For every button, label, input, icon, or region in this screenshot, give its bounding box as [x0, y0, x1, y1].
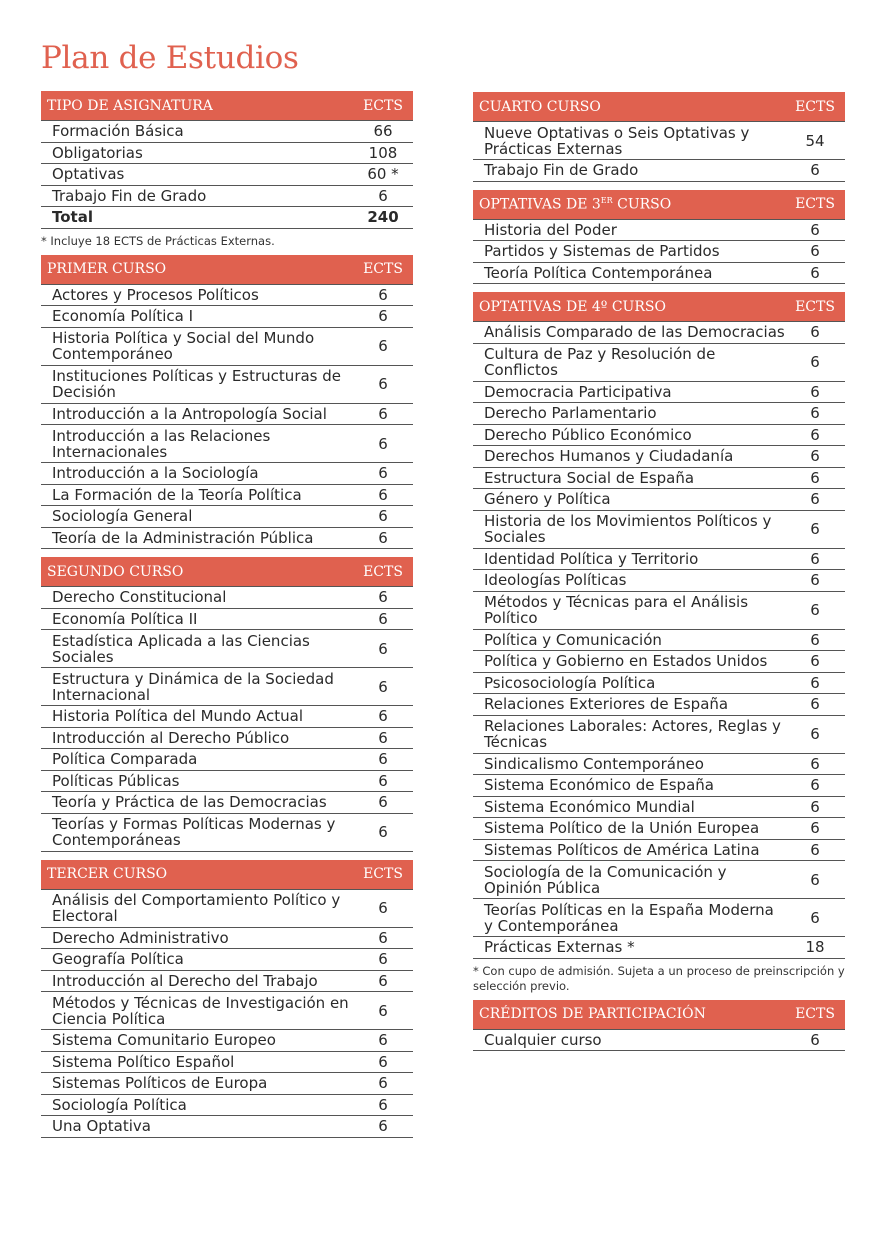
- row-name: Sistemas Políticos de América Latina: [484, 840, 760, 859]
- row-name: Optativas: [52, 165, 125, 184]
- header-label: CUARTO CURSO: [479, 98, 601, 115]
- row-name: Sociología de la Comunicación y Opinión Pública: [484, 862, 727, 897]
- row-ects: 18: [805, 938, 825, 957]
- row-ects: 6: [810, 263, 820, 282]
- table-header: [473, 292, 845, 322]
- spacer: [41, 852, 413, 860]
- row-ects: 6: [378, 434, 388, 453]
- row-ects: 240: [367, 208, 399, 227]
- spacer: [473, 284, 845, 292]
- row-ects: 6: [378, 1095, 388, 1114]
- row-name: Relaciones Laborales: Actores, Reglas y Técnicas: [484, 717, 781, 751]
- row-name: Instituciones Políticas y Estructuras de Decisión: [52, 367, 342, 401]
- table-segundo-curso: [41, 557, 413, 852]
- row-ects: 6: [810, 520, 820, 538]
- table-row: [473, 840, 845, 862]
- table-row: [41, 749, 413, 771]
- footnote: * Con cupo de admisión. Sujeta a un proceso de preinscripción y selección previo.: [473, 963, 845, 993]
- row-ects: 6: [810, 754, 820, 773]
- row-name: Teoría de la Administración Pública: [52, 528, 314, 547]
- row-ects: 6: [378, 485, 388, 504]
- row-name: Teoría Política Contemporánea: [484, 263, 713, 282]
- table-header: [41, 557, 413, 587]
- table-row: [41, 587, 413, 609]
- row-name: Sistema Político de la Unión Europea: [484, 819, 760, 838]
- row-name: Estructura Social de España: [484, 468, 695, 487]
- row-name: Teoría y Práctica de las Democracias: [52, 793, 327, 812]
- row-ects: 108: [368, 143, 398, 162]
- row-ects: 6: [810, 447, 820, 466]
- header-ects: ECTS: [363, 866, 403, 882]
- table-row: [473, 322, 845, 344]
- row-name: Ideologías Políticas: [484, 571, 627, 590]
- table-row: [473, 549, 845, 571]
- header-ects: ECTS: [795, 196, 835, 212]
- row-ects: 6: [378, 609, 388, 628]
- table-header: [473, 92, 845, 122]
- row-name: Métodos y Técnicas de Investigación en Ciencia Política: [52, 993, 349, 1028]
- table-row: [41, 164, 413, 186]
- table-row: [41, 728, 413, 750]
- row-name: Historia del Poder: [484, 220, 617, 239]
- row-ects: 6: [810, 908, 820, 927]
- table-header: [473, 190, 845, 220]
- row-ects: 6: [378, 639, 388, 658]
- table-header: [41, 91, 413, 121]
- header-text: CURSO: [612, 196, 672, 213]
- header-ects: ECTS: [795, 298, 835, 315]
- row-ects: 6: [810, 725, 820, 743]
- row-name: Métodos y Técnicas para el Análisis Político: [484, 593, 749, 627]
- row-ects: 6: [378, 899, 388, 917]
- table-row: [41, 425, 413, 463]
- table-row: [41, 771, 413, 793]
- table-row: [41, 143, 413, 165]
- row-name: Introducción al Derecho Público: [52, 728, 290, 747]
- row-name: Política y Comunicación: [484, 630, 662, 649]
- table-tipo-asignatura: [41, 91, 413, 249]
- row-ects: 6: [378, 950, 388, 969]
- table-row: [473, 122, 845, 160]
- row-name: Historia Política y Social del Mundo Contemporáneo: [52, 329, 315, 363]
- row-name: Sistemas Políticos de Europa: [52, 1074, 268, 1093]
- table-header: [41, 860, 413, 890]
- row-name: Historia de los Movimientos Políticos y Sociales: [484, 512, 772, 546]
- table-row: [473, 220, 845, 242]
- table-row: [473, 425, 845, 447]
- table-header: [473, 1000, 845, 1030]
- row-ects: 6: [378, 971, 388, 990]
- header-label: [473, 196, 785, 213]
- row-ects: 6: [810, 220, 820, 239]
- row-ects: 6: [810, 840, 820, 859]
- page-title: Plan de Estudios: [41, 40, 299, 76]
- table-row: [473, 694, 845, 716]
- table-row: [473, 937, 845, 959]
- table-row: [41, 186, 413, 208]
- row-name: Cualquier curso: [484, 1030, 602, 1049]
- row-name: Cultura de Paz y Resolución de Conflictos: [484, 345, 716, 379]
- table-row: [473, 511, 845, 549]
- row-name: Estadística Aplicada a las Ciencias Sociales: [52, 631, 310, 666]
- table-row: [41, 366, 413, 404]
- row-ects: 6: [378, 677, 388, 696]
- row-name: Derecho Público Económico: [484, 425, 692, 444]
- table-row: [473, 861, 845, 899]
- row-name: Relaciones Exteriores de España: [484, 695, 729, 714]
- table-row: [41, 485, 413, 507]
- row-name: Geografía Política: [52, 950, 184, 969]
- table-row: [41, 706, 413, 728]
- left-column: [41, 91, 413, 1138]
- table-row: [473, 1030, 845, 1052]
- row-ects: 6: [378, 793, 388, 812]
- table-row: [41, 971, 413, 993]
- row-ects: 6: [378, 728, 388, 747]
- row-ects: 6: [378, 285, 388, 304]
- row-name: Democracia Participativa: [484, 382, 672, 401]
- table-row: [473, 630, 845, 652]
- header-label: OPTATIVAS DE 4º CURSO: [479, 298, 666, 315]
- row-ects: 6: [810, 425, 820, 444]
- table-row: [473, 160, 845, 182]
- table-row: [41, 609, 413, 631]
- row-name: Análisis Comparado de las Democracias: [484, 323, 785, 342]
- table-row: [41, 949, 413, 971]
- table-row: [473, 592, 845, 630]
- row-ects: 6: [810, 161, 820, 180]
- table-row: [473, 263, 845, 285]
- spacer: [41, 549, 413, 557]
- row-name: Trabajo Fin de Grado: [52, 186, 207, 205]
- header-ects: ECTS: [363, 261, 403, 277]
- row-ects: 6: [378, 1031, 388, 1050]
- total-row: [41, 207, 413, 229]
- row-name: Derechos Humanos y Ciudadanía: [484, 447, 734, 466]
- header-ects: ECTS: [363, 97, 403, 114]
- row-ects: 6: [378, 1001, 388, 1020]
- table-row: [41, 1052, 413, 1074]
- table-optativas-4: [473, 292, 845, 994]
- table-creditos-participacion: [473, 1000, 845, 1052]
- table-row: [41, 1073, 413, 1095]
- row-ects: 6: [810, 490, 820, 509]
- row-name: Estructura y Dinámica de la Sociedad Internacional: [52, 669, 334, 704]
- row-ects: 6: [378, 1052, 388, 1071]
- table-row: [473, 382, 845, 404]
- row-ects: 6: [378, 823, 388, 841]
- row-ects: 6: [810, 382, 820, 401]
- row-name: Política y Gobierno en Estados Unidos: [484, 652, 768, 671]
- row-name: Economía Política II: [52, 609, 198, 628]
- header-label: TIPO DE ASIGNATURA: [47, 97, 213, 114]
- row-name: Trabajo Fin de Grado: [484, 161, 639, 180]
- row-ects: 6: [810, 353, 820, 371]
- row-ects: 6: [810, 819, 820, 838]
- table-row: [473, 344, 845, 382]
- row-ects: 6: [378, 1074, 388, 1093]
- table-row: [41, 463, 413, 485]
- row-name: Una Optativa: [52, 1117, 151, 1136]
- table-row: [41, 928, 413, 950]
- table-row: [41, 306, 413, 328]
- row-name: Políticas Públicas: [52, 771, 180, 790]
- table-row: [473, 241, 845, 263]
- table-row: [41, 668, 413, 706]
- row-ects: 6: [378, 1117, 388, 1136]
- table-row: [41, 285, 413, 307]
- row-name: Teorías Políticas en la España Moderna y Contemporánea: [484, 900, 774, 935]
- row-ects: 6: [810, 797, 820, 816]
- table-row: [473, 716, 845, 754]
- header-label: CRÉDITOS DE PARTICIPACIÓN: [479, 1006, 706, 1022]
- table-row: [473, 489, 845, 511]
- table-row: [41, 890, 413, 928]
- table-row: [473, 818, 845, 840]
- row-name: Introducción al Derecho del Trabajo: [52, 971, 318, 990]
- row-ects: 6: [378, 404, 388, 423]
- row-name: Nueve Optativas o Seis Optativas y Prácticas Externas: [484, 123, 750, 158]
- table-row: [473, 651, 845, 673]
- row-name: Sistema Económico Mundial: [484, 797, 695, 816]
- table-row: [41, 506, 413, 528]
- row-name: Historia Política del Mundo Actual: [52, 707, 303, 726]
- row-ects: 54: [805, 131, 825, 150]
- row-name: Formación Básica: [52, 122, 184, 141]
- header-text: OPTATIVAS DE 3: [479, 196, 601, 213]
- table-row: [41, 1116, 413, 1138]
- row-name: Sistema Político Español: [52, 1052, 235, 1071]
- row-ects: 6: [378, 464, 388, 483]
- header-superscript: ER: [600, 195, 613, 205]
- row-ects: 6: [378, 928, 388, 947]
- row-ects: 6: [810, 571, 820, 590]
- row-name: Sindicalismo Contemporáneo: [484, 754, 704, 773]
- row-name: Obligatorias: [52, 143, 143, 162]
- table-row: [473, 899, 845, 937]
- row-ects: 6: [810, 468, 820, 487]
- table-row: [473, 468, 845, 490]
- table-tercer-curso: [41, 860, 413, 1138]
- row-name: La Formación de la Teoría Política: [52, 485, 302, 504]
- row-ects: 6: [810, 242, 820, 261]
- footnote: * Incluye 18 ECTS de Prácticas Externas.: [41, 233, 275, 248]
- row-ects: 6: [378, 588, 388, 607]
- table-row: [41, 630, 413, 668]
- row-ects: 66: [373, 122, 393, 141]
- row-ects: 6: [378, 750, 388, 769]
- row-ects: 6: [378, 707, 388, 726]
- row-name: Género y Política: [484, 490, 611, 509]
- table-header: [41, 255, 413, 285]
- table-row: [41, 1095, 413, 1117]
- row-ects: 6: [810, 673, 820, 692]
- row-ects: 6: [378, 307, 388, 326]
- row-name: Introducción a las Relaciones Internacionales: [52, 426, 271, 461]
- header-label: SEGUNDO CURSO: [47, 563, 184, 580]
- table-row: [473, 673, 845, 695]
- row-name: Introducción a la Antropología Social: [52, 404, 327, 423]
- row-ects: 6: [810, 1030, 820, 1049]
- row-name: Sistema Económico de España: [484, 776, 714, 795]
- row-name: Prácticas Externas *: [484, 938, 635, 957]
- right-column: [473, 92, 845, 1051]
- table-optativas-3: [473, 190, 845, 285]
- table-row: [41, 528, 413, 550]
- table-row: [41, 792, 413, 814]
- table-row: [41, 814, 413, 852]
- row-ects: 6: [810, 870, 820, 889]
- row-name: Economía Política I: [52, 307, 194, 326]
- row-ects: 6: [810, 404, 820, 423]
- header-label: PRIMER CURSO: [47, 261, 167, 277]
- row-name: Sociología Política: [52, 1095, 187, 1114]
- row-ects: 6: [810, 323, 820, 342]
- row-ects: 6: [378, 186, 388, 205]
- row-name: Sistema Comunitario Europeo: [52, 1031, 276, 1050]
- row-ects: 6: [378, 337, 388, 355]
- row-ects: 6: [378, 507, 388, 526]
- row-ects: 6: [810, 601, 820, 619]
- table-row: [41, 992, 413, 1030]
- row-name: Derecho Constitucional: [52, 588, 227, 607]
- table-primer-curso: [41, 255, 413, 550]
- header-ects: ECTS: [795, 98, 835, 115]
- table-row: [473, 775, 845, 797]
- row-ects: 6: [810, 549, 820, 568]
- row-ects: 6: [378, 375, 388, 393]
- table-cuarto-curso: [473, 92, 845, 182]
- row-name: Partidos y Sistemas de Partidos: [484, 242, 720, 261]
- row-name: Política Comparada: [52, 750, 198, 769]
- table-row: [41, 1030, 413, 1052]
- row-name: Sociología General: [52, 507, 193, 526]
- row-ects: 6: [810, 630, 820, 649]
- table-row: [41, 404, 413, 426]
- table-row: [41, 121, 413, 143]
- header-label: TERCER CURSO: [47, 866, 168, 882]
- row-name: Análisis del Comportamiento Político y Electoral: [52, 891, 341, 925]
- row-name: Total: [52, 208, 93, 227]
- spacer: [473, 182, 845, 190]
- row-ects: 6: [378, 771, 388, 790]
- table-row: [473, 797, 845, 819]
- row-ects: 6: [378, 528, 388, 547]
- header-ects: ECTS: [795, 1006, 835, 1022]
- row-ects: 6: [810, 652, 820, 671]
- table-row: [473, 570, 845, 592]
- row-name: Derecho Administrativo: [52, 928, 229, 947]
- table-row: [41, 328, 413, 366]
- row-name: Psicosociología Política: [484, 673, 656, 692]
- table-row: [473, 403, 845, 425]
- header-ects: ECTS: [363, 563, 403, 580]
- table-row: [473, 446, 845, 468]
- row-ects: 6: [810, 695, 820, 714]
- row-ects: 6: [810, 776, 820, 795]
- table-row: [473, 754, 845, 776]
- row-name: Derecho Parlamentario: [484, 404, 657, 423]
- row-ects: 60 *: [367, 165, 399, 184]
- row-name: Identidad Política y Territorio: [484, 549, 699, 568]
- row-name: Introducción a la Sociología: [52, 464, 259, 483]
- row-name: Actores y Procesos Políticos: [52, 285, 259, 304]
- row-name: Teorías y Formas Políticas Modernas y Contemporáneas: [52, 815, 336, 849]
